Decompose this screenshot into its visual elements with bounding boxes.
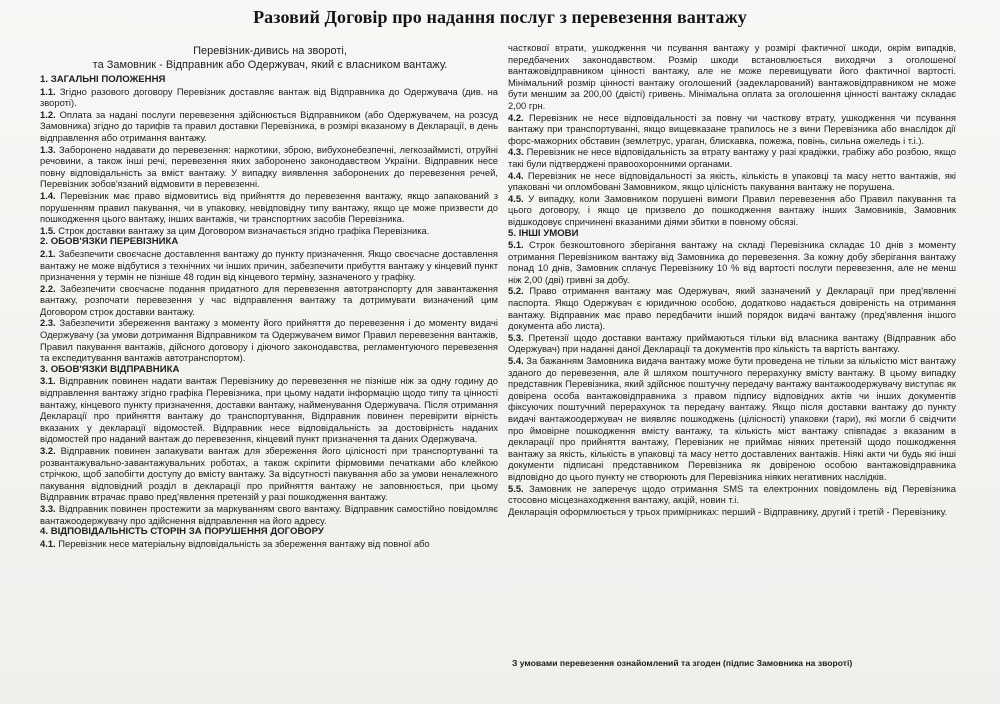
clause-number: 5.3. [508, 331, 524, 343]
clause-paragraph [508, 112, 956, 147]
clause-text: Відправник повинен надати вантаж Перевізнику до перевезення не пізніше ніж за одну годину до відправлення вантажу згідно графіка Перевізника, при цьому надати інформацію щодо типу та цінності вантажу, кінцевого пункту призначення, доставки вантажу, найменування Одержувача. Після отримання Декларації про прийняття вантажу до транспортування, Відправник повинен перевірити вірність вказаних у декларації відомостей. Відправник несе відповідальність за достовірність наданих відомостей про наданий вантаж до перевезення, кінцевий пункт призначення та даних Одержувача. [40, 375, 498, 445]
clause-number: 2.1. [40, 247, 56, 259]
clause-paragraph [508, 355, 956, 483]
clause-number: 4.2. [508, 111, 524, 123]
agreement-note: З умовами перевезення ознайомлений та згоден (підпис Замовника на звороті) [512, 658, 853, 668]
clause-text: Перевізник не несе відповідальності за повну чи часткову втрату, ушкодження чи псування вантажу при транспортуванні, якщо вищевказане трапилось не з вини Перевізника або внаслідок дії форс-мажорних обставин (землетрус, ураган, блискавка, пожежа, повінь, сильна ожеледь і т.і.). [508, 111, 956, 146]
clause-number: 1.3. [40, 143, 56, 155]
clause-text: Строк доставки вантажу за цим Договором визначається згідно графіка Перевізника. [58, 224, 430, 236]
clause-paragraph [40, 503, 498, 526]
clause-number: 5.4. [508, 355, 524, 367]
clause-text: Згідно разового договору Перевізник доставляє вантаж від Відправника до Одержувача (див. на звороті). [40, 85, 498, 109]
clause-number: 5. [508, 227, 517, 239]
clause-text: Відправник повинен простежити за маркуванням свого вантажу. Відправник самостійно повідомляє вантажоодержувачу про здійснення відправлення на його адресу. [40, 502, 498, 526]
clause-text: Забезпечити своєчасне доставлення вантажу до пункту призначення. Якщо своєчасне доставлення вантажу не може відбутися з технічних чи інших причин, забезпечити прибуття вантажу у кінцевий пункт призначення у термін не пізніше 48 годин від кінцевого терміну, зазначеного у графіку. [40, 247, 498, 283]
clause-paragraph [508, 483, 956, 506]
clause-text: За бажанням Замовника видача вантажу може бути проведена не тільки за кількістю міст вантажу зданого до перевезення, але й шляхом поштучного перерахунку вмісту вантажу. В цьому випадку представник Перевізника, який здійснює поштучну передачу вантажу вантажоодержувачу виступає як довірена особа вантажовідправника з правом підпису відповідних актів чи інших документів фіксуючих поштучний перерахунок та передачу вантажу. Якщо після доставки вантажу до пункту видачі вантажоодержувач не виявляє пошкоджень (цілісності) упаковки (тари), які могли б свідчити про ймовірне пошкодження вмісту вантажу, та кількість міст вантажу співпадає з вказаним в декларації про прийняття вантажу, Перевізник не приймає ніяких претензій щодо пошкодження вантажу за якість, кількість в упаковці та масу нетто доставлених вантажів. Ніякі акти чи будь які інші документи підписані представником Перевізника як довіреною особою вантажовідправника відповідно до цього пункту не створюють для Перевізника ніяких негативних наслідків. [508, 355, 956, 482]
clause-number: 3.2. [40, 445, 56, 456]
clause-number: 5.2. [508, 285, 524, 297]
section-heading [508, 228, 956, 240]
section-heading [40, 526, 498, 538]
document-intro [40, 44, 500, 72]
clause-paragraph [40, 375, 498, 445]
clause-text: Перевізник несе матеріальну відповідальність за збереження вантажу від повної або [58, 537, 430, 549]
clause-text: Декларація оформлюється у трьох примірниках: перший - Відправнику, другий і третій - Перевізнику. [508, 505, 948, 517]
clause-number: 2. [40, 236, 49, 248]
clause-number: 1. [40, 74, 49, 85]
clause-number: 4.4. [508, 169, 524, 181]
right-column [508, 42, 956, 656]
clause-number: 3.3. [40, 502, 56, 514]
clause-paragraph [508, 193, 956, 228]
clause-number: 1.5. [40, 224, 56, 236]
clause-paragraph [40, 248, 498, 283]
clause-paragraph [508, 506, 956, 518]
clause-number: 3.1. [40, 375, 56, 387]
clause-text: Замовник не заперечує щодо отримання SMS та електронних повідомлень від Перевізника стосовно місцезнаходження вантажу, акцій, новин т.і. [508, 482, 956, 506]
clause-number: 2.2. [40, 282, 56, 294]
clause-paragraph [508, 332, 956, 355]
clause-text: Перевізник не несе відповідальності за якість, кількість в упаковці та масу нетто вантажів, які упаковані чи опломбовані Замовником, якщо цілісність пакування вантажу не порушена. [508, 169, 956, 193]
clause-paragraph [40, 283, 498, 318]
clause-number: 4.5. [508, 192, 524, 204]
intro-line-1: Перевізник-дивись на звороті, [193, 45, 347, 57]
clause-paragraph [40, 445, 498, 503]
clause-text: ОБОВ'ЯЗКИ ВІДПРАВНИКА [50, 363, 180, 375]
section-heading [40, 364, 498, 376]
section-heading [40, 74, 498, 86]
clause-number: 5.5. [508, 482, 524, 494]
clause-paragraph [40, 225, 498, 237]
clause-text: ЗАГАЛЬНІ ПОЛОЖЕННЯ [50, 74, 166, 85]
intro-line-2: та Замовник - Відправник або Одержувач, який є власником вантажу. [92, 59, 448, 71]
clause-number: 4. [40, 526, 49, 538]
left-column [40, 74, 498, 666]
document-title: Разовий Договір про надання послуг з перевезення вантажу [253, 7, 747, 27]
clause-number: 1.1. [40, 85, 56, 97]
clause-text: Заборонено надавати до перевезення: наркотики, зброю, вибухонебезпечні, легкозаймисті, отруйні речовини, а також інші речі, перевезення яких заборонено законодавством України. Відправник несе повну відповідальність за вміст вантажу. У випадку виявлення заборонених до перевезення речей, Перевізник зобов'язаний відмовити в перевезенні. [40, 143, 498, 190]
clause-paragraph [508, 146, 956, 169]
clause-text: Відправник повинен запакувати вантаж для збереження його цілісності при транспортуванні та розвантажувально-завантажувальних роботах, а також скріпити фірмовими печатками або клейкою стрічкою, щоб запобігти доступу до вмісту вантажу. За відсутності пакування або за умови неналежного пакування відповідний розділ в декларації про прийняття вантажу не заповнюється, при цьому Відправник втрачає право пред'явлення претензій у разі пошкодження вантажу. [40, 445, 498, 503]
clause-number: 4.1. [40, 537, 56, 549]
clause-number: 5.1. [508, 239, 524, 251]
clause-paragraph [508, 285, 956, 331]
clause-number: 3. [40, 363, 49, 375]
clause-paragraph [508, 170, 956, 193]
clause-text: У випадку, коли Замовником порушені вимоги Правил перевезення або Правил пакування та цього договору, і якщо це призвело до пошкодження вантажу інших Замовників, Замовник відшкодовує спричинені вказаними діями збитки в повному обсязі. [508, 192, 956, 227]
clause-text: Перевізник має право відмовитись від прийняття до перевезення вантажу, якщо запакований з порушенням правил пакування, чи в упаковку, невідповідну типу вантажу, якщо це може призвести до пошкодження цього вантажу, інших вантажів, чи транспортних засобів Перевізника. [40, 189, 498, 225]
clause-text: ВІДПОВІДАЛЬНІСТЬ СТОРІН ЗА ПОРУШЕННЯ ДОГОВОРУ [50, 526, 324, 538]
clause-text: Забезпечити своєчасне подання придатного для перевезення автотранспорту для завантаження вантажу, розпочати перевезення у час відправлення вантажу та дотримувати визначений цим Договором строк доставки вантажу. [40, 282, 498, 317]
clause-paragraph [508, 239, 956, 285]
clause-paragraph [40, 190, 498, 225]
section-heading [40, 236, 498, 248]
clause-text: ОБОВ'ЯЗКИ ПЕРЕВІЗНИКА [50, 236, 179, 248]
clause-paragraph [40, 109, 498, 144]
clause-text: ІНШІ УМОВИ [518, 227, 579, 239]
clause-paragraph [40, 538, 498, 550]
clause-paragraph [40, 86, 498, 109]
clause-number: 1.4. [40, 189, 56, 201]
clause-text: Забезпечити збереження вантажу з моменту його прийняття до перевезення і до моменту видачі Одержувачу (за умови дотримання Відправником та Одержувачем вимог Правил перевезення вантажів, Правил пакування вантажів, дійсного договору і діючого законодавства, регламентуючого перевезення та експедитування вантажів автотранспортом). [40, 317, 498, 364]
clause-text: Строк безкоштовного зберігання вантажу на складі Перевізника складає 10 днів з моменту отримання Перевізником вантажу від Замовника до перевезення. За кожну добу зберігання вантажу понад 10 днів, Замовник сплачує Перевізнику 10 % від вартості послуги перевезення, але не менш ніж 2,00 (дві) гривні за добу. [508, 239, 956, 285]
clause-paragraph [40, 144, 498, 190]
clause-paragraph [40, 317, 498, 363]
clause-paragraph [508, 42, 956, 112]
clause-text: часткової втрати, ушкодження чи псування вантажу у розмірі фактичної шкоди, окрім випадків, передбачених законодавством. Розмір шкоди встановлюється виходячи з оголошеної вантажовідправником цінності вантажу, але не може перевищувати його фактичної вартості. Мінімальний розмір цінності вантажу оголошений (задекларований) вантажовідправником не може бути меншим за 200,00 (двісті) гривень. Мінімальна оплата за оголошення цінності вантажу складає 2,00 грн. [508, 42, 956, 111]
clause-text: Оплата за надані послуги перевезення здійснюється Відправником (або Одержувачем, на розсуд Замовника) згідно до тарифів та правил доставки Перевізника, в розмірі вказаному в Декларації, в день відправлення або отримання вантажу. [40, 108, 498, 143]
clause-number: 1.2. [40, 108, 56, 120]
clause-text: Право отримання вантажу має Одержувач, який зазначений у Декларації при пред'явленні паспорта. Якщо Одержувач є юридичною особою, додатково надається довіреність на отримання вантажу. Відправник має право передбачити інший порядок видачі вантажу (пред'явлення іншого документа або листа). [508, 285, 956, 332]
clause-number: 4.3. [508, 146, 524, 158]
clause-text: Перевізник не несе відповідальність за втрату вантажу у разі крадіжки, грабіжу або розбою, якщо такі були підтверджені правоохоронними органами. [508, 146, 956, 169]
clause-text: Претензії щодо доставки вантажу приймаються тільки від власника вантажу (Відправник або Одержувач) при наданні даної Декларації та документів про кількість та вартість вантажу. [508, 331, 956, 355]
clause-number: 2.3. [40, 317, 56, 329]
